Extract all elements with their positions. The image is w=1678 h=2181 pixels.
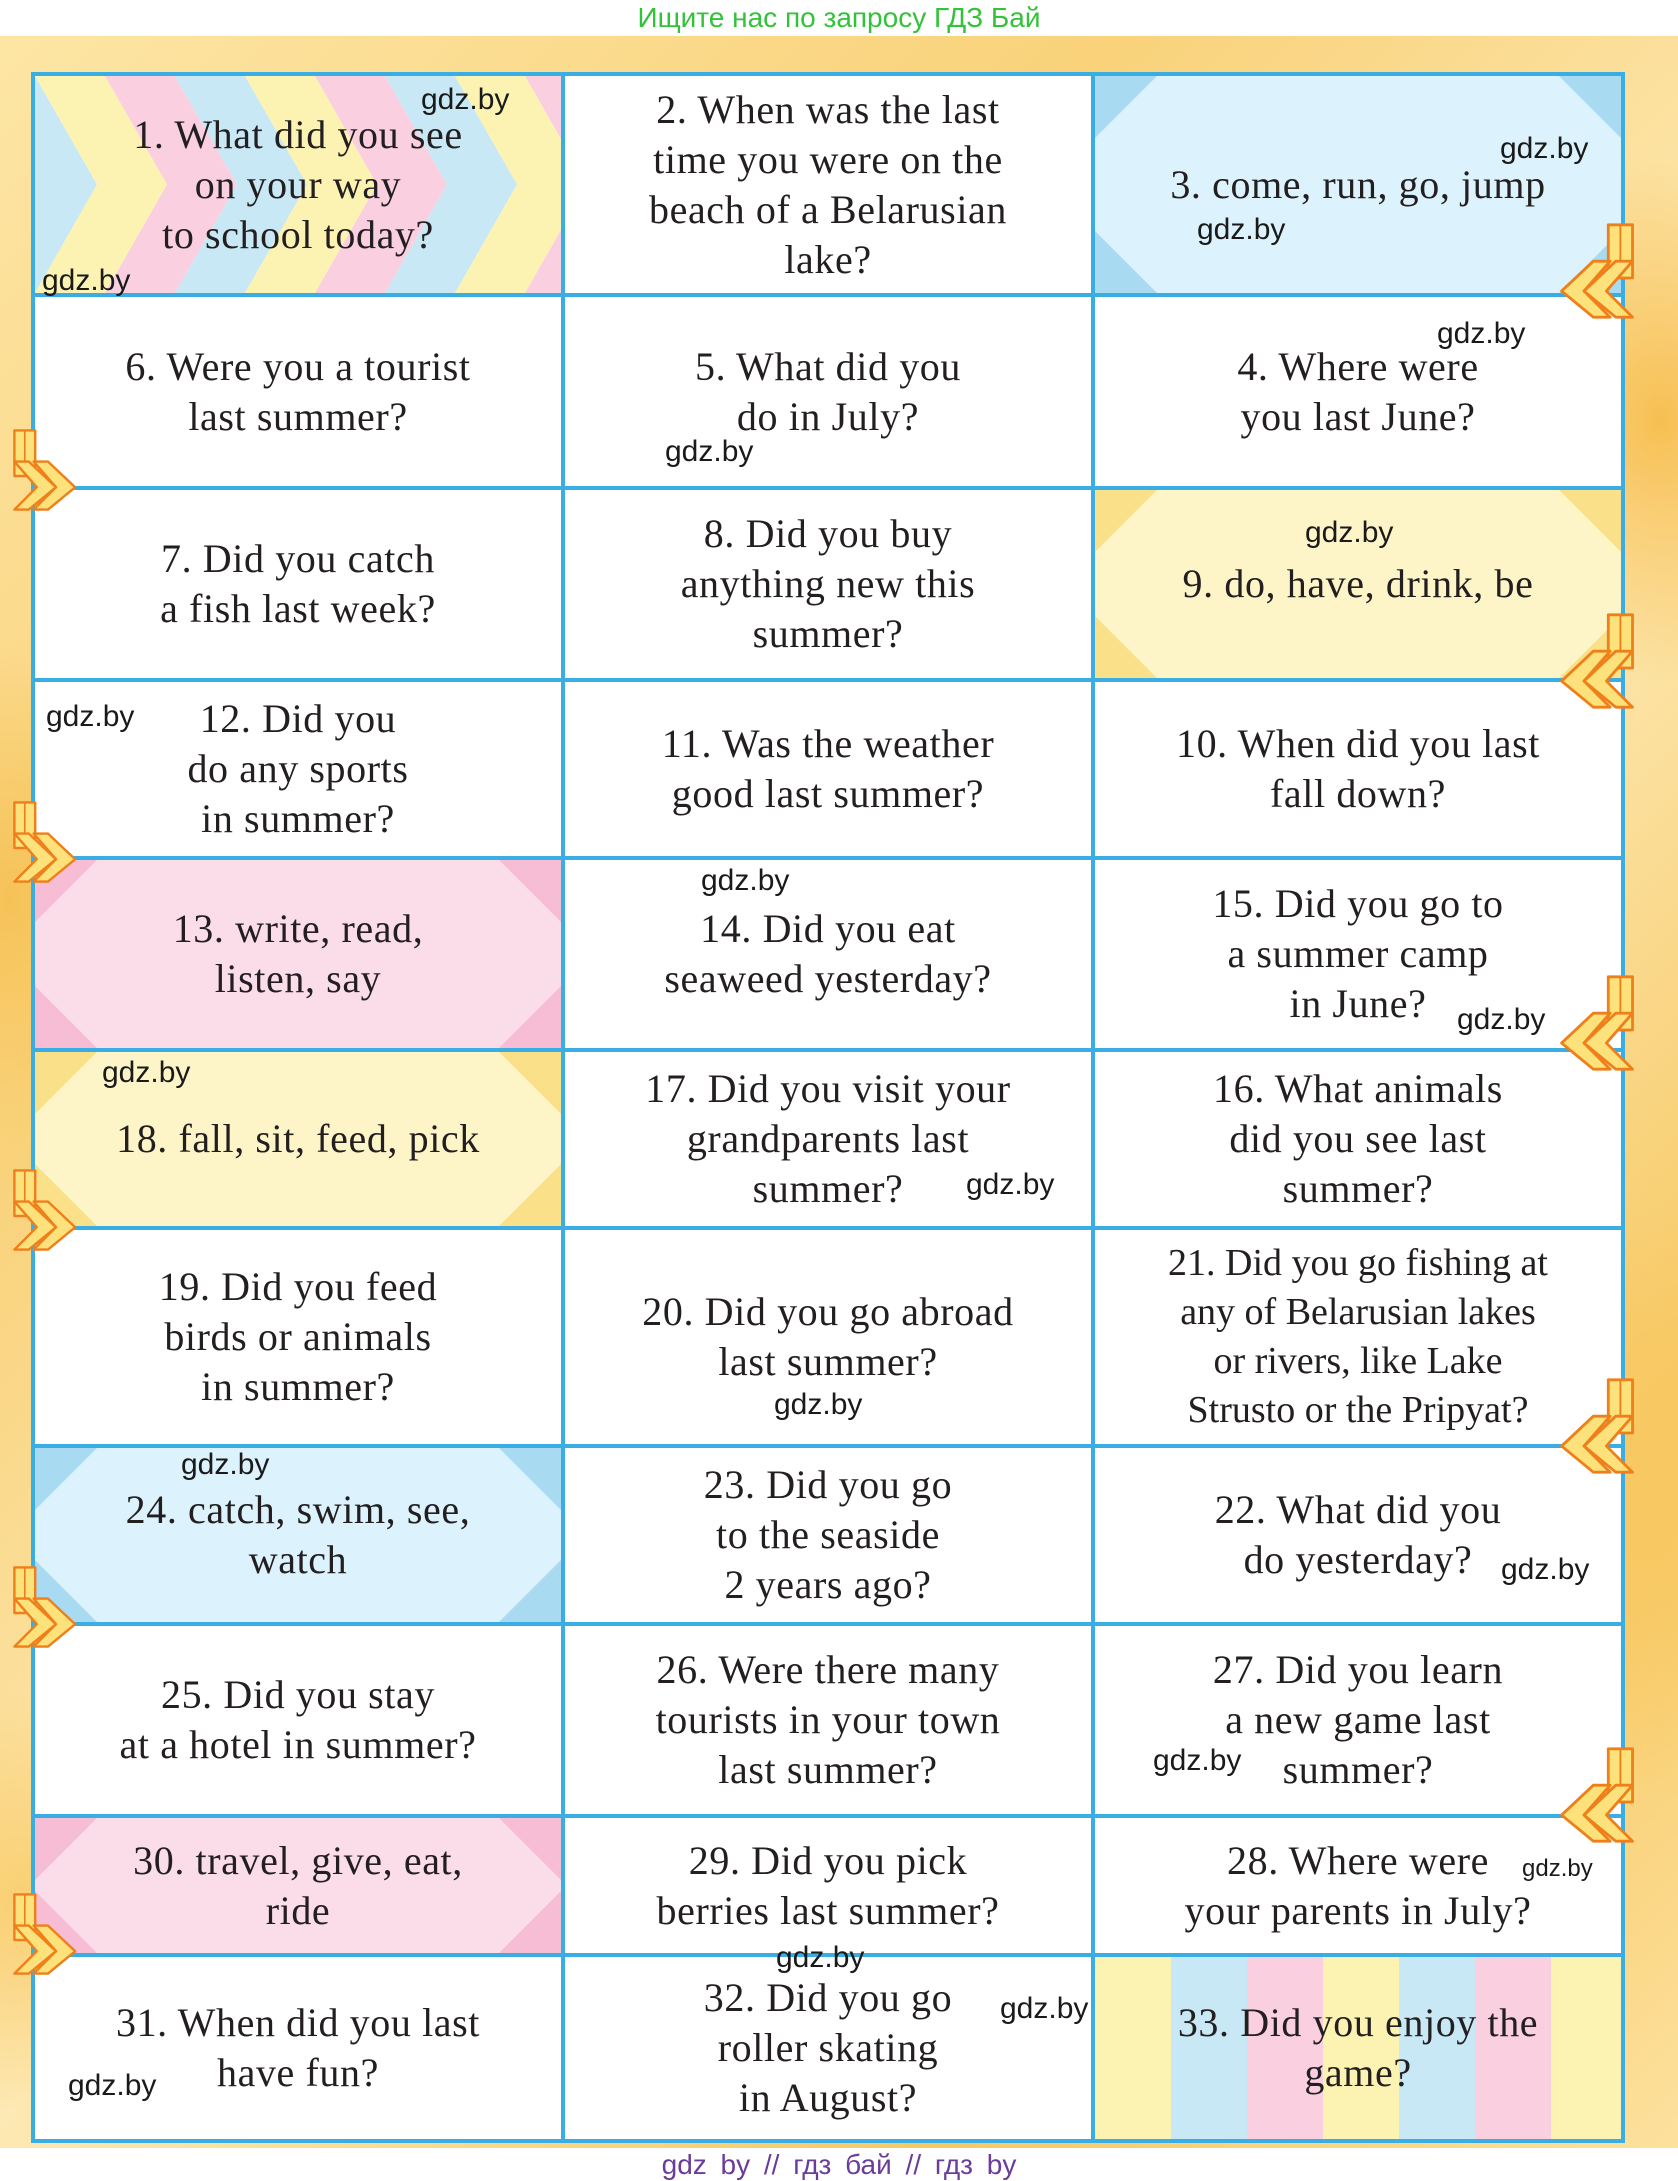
card-10	[1095, 682, 1621, 856]
turn-arrow-icon	[8, 1892, 80, 1976]
watermark: gdz.by	[421, 83, 510, 116]
card-22	[1095, 1448, 1621, 1622]
card-21	[1095, 1230, 1621, 1444]
card-13	[35, 860, 561, 1048]
card-8	[565, 490, 1091, 678]
card-7	[35, 490, 561, 678]
card-33-text: 33. Did you enjoy the game?	[1177, 2000, 1539, 2095]
card-1-text: 1. What did you see on your way to school today?	[133, 111, 463, 257]
card-16	[1095, 1052, 1621, 1226]
card-28	[1095, 1818, 1621, 1953]
card-25	[35, 1626, 561, 1814]
watermark: gdz.by	[1501, 1553, 1590, 1586]
card-27-text: 27. Did you learn a new game last summer?	[1212, 1647, 1504, 1792]
card-2-text: 2. When was the last time you were on the beach of a Belarusian lake?	[649, 86, 1007, 282]
turn-arrow-icon	[1556, 974, 1640, 1072]
watermark: gdz.by	[1197, 213, 1286, 246]
card-11-text: 11. Was the weather good last summer?	[661, 721, 995, 816]
watermark: gdz.by	[1153, 1744, 1242, 1777]
card-29	[565, 1818, 1091, 1953]
card-14-text: 14. Did you eat seaweed yesterday?	[664, 906, 992, 1001]
game-board	[31, 72, 1625, 2143]
watermark: gdz.by	[776, 1941, 865, 1974]
turn-arrow-icon	[1556, 222, 1640, 320]
watermark: gdz.by	[966, 1168, 1055, 1201]
card-7-text: 7. Did you catch a fish last week?	[160, 536, 436, 631]
watermark: gdz.by	[1522, 1855, 1593, 1882]
card-21-text: 21. Did you go fishing at any of Belarusian lakes or rivers, like Lake Strusto or the Pripyat?	[1168, 1242, 1548, 1431]
card-11	[565, 682, 1091, 856]
card-6-text: 6. Were you a tourist last summer?	[125, 343, 471, 439]
card-8-text: 8. Did you buy anything new this summer?	[680, 511, 976, 656]
watermark: gdz.by	[181, 1448, 270, 1481]
footer-bar	[0, 2148, 1678, 2181]
card-12-text: 12. Did you do any sports in summer?	[187, 696, 409, 841]
turn-arrow-icon	[8, 1565, 80, 1649]
card-24	[35, 1448, 561, 1622]
card-32	[565, 1957, 1091, 2139]
watermark: gdz.by	[1457, 1003, 1546, 1036]
watermark: gdz.by	[1500, 132, 1589, 165]
watermark: gdz.by	[1000, 1992, 1089, 2025]
card-30-text: 30. travel, give, eat, ride	[133, 1837, 463, 1933]
watermark: gdz.by	[665, 435, 754, 468]
card-9-text: 9. do, have, drink, be	[1182, 561, 1534, 606]
card-16-text: 16. What animals did you see last summer?	[1213, 1066, 1503, 1211]
card-27	[1095, 1626, 1621, 1814]
search-hint-text: Ищите нас по запросу ГДЗ Бай	[637, 2, 1041, 33]
card-31	[35, 1957, 561, 2139]
watermark: gdz.by	[42, 264, 131, 297]
footer-text: gdz by // гдз бай // гдз by	[661, 2148, 1017, 2180]
card-30	[35, 1818, 561, 1953]
card-17-text: 17. Did you visit your grandparents last summer?	[645, 1066, 1011, 1211]
card-3-text: 3. come, run, go, jump	[1170, 161, 1546, 207]
card-10-text: 10. When did you last fall down?	[1175, 721, 1541, 816]
card-25-text: 25. Did you stay at a hotel in summer?	[119, 1672, 477, 1767]
card-20-text: 20. Did you go abroad last summer?	[642, 1289, 1014, 1384]
card-26-text: 26. Were there many tourists in your town last summer?	[655, 1647, 1001, 1792]
watermark: gdz.by	[774, 1388, 863, 1421]
card-4	[1095, 297, 1621, 486]
watermark: gdz.by	[102, 1056, 191, 1089]
watermark: gdz.by	[1437, 317, 1526, 350]
card-13-text: 13. write, read, listen, say	[172, 906, 424, 1001]
card-3	[1095, 76, 1621, 293]
card-15-text: 15. Did you go to a summer camp in June?	[1212, 881, 1504, 1026]
card-23	[565, 1448, 1091, 1622]
search-hint-bar	[0, 0, 1678, 36]
card-19	[35, 1230, 561, 1444]
watermark: gdz.by	[701, 864, 790, 897]
turn-arrow-icon	[1556, 1377, 1640, 1475]
card-19-text: 19. Did you feed birds or animals in summer?	[158, 1264, 438, 1409]
card-32-text: 32. Did you go roller skating in August?	[703, 1975, 953, 2120]
card-5	[565, 297, 1091, 486]
card-4-text: 4. Where were you last June?	[1237, 343, 1479, 439]
card-23-text: 23. Did you go to the seaside 2 years ago?	[703, 1462, 953, 1607]
watermark: gdz.by	[68, 2069, 157, 2102]
card-26	[565, 1626, 1091, 1814]
turn-arrow-icon	[1556, 1746, 1640, 1844]
card-22-text: 22. What did you do yesterday?	[1214, 1487, 1502, 1582]
card-2	[565, 76, 1091, 293]
watermark: gdz.by	[46, 700, 135, 733]
card-31-text: 31. When did you last have fun?	[115, 2000, 481, 2095]
card-33	[1095, 1957, 1621, 2139]
turn-arrow-icon	[8, 1168, 80, 1252]
card-14	[565, 860, 1091, 1048]
watermark: gdz.by	[1305, 516, 1394, 549]
turn-arrow-icon	[1556, 612, 1640, 710]
card-5-text: 5. What did you do in July?	[694, 343, 961, 439]
card-6	[35, 297, 561, 486]
card-18-text: 18. fall, sit, feed, pick	[116, 1116, 480, 1161]
turn-arrow-icon	[8, 428, 80, 512]
card-24-text: 24. catch, swim, see, watch	[125, 1487, 471, 1582]
card-29-text: 29. Did you pick berries last summer?	[656, 1837, 1000, 1933]
card-28-text: 28. Where were your parents in July?	[1184, 1837, 1532, 1933]
turn-arrow-icon	[8, 800, 80, 884]
